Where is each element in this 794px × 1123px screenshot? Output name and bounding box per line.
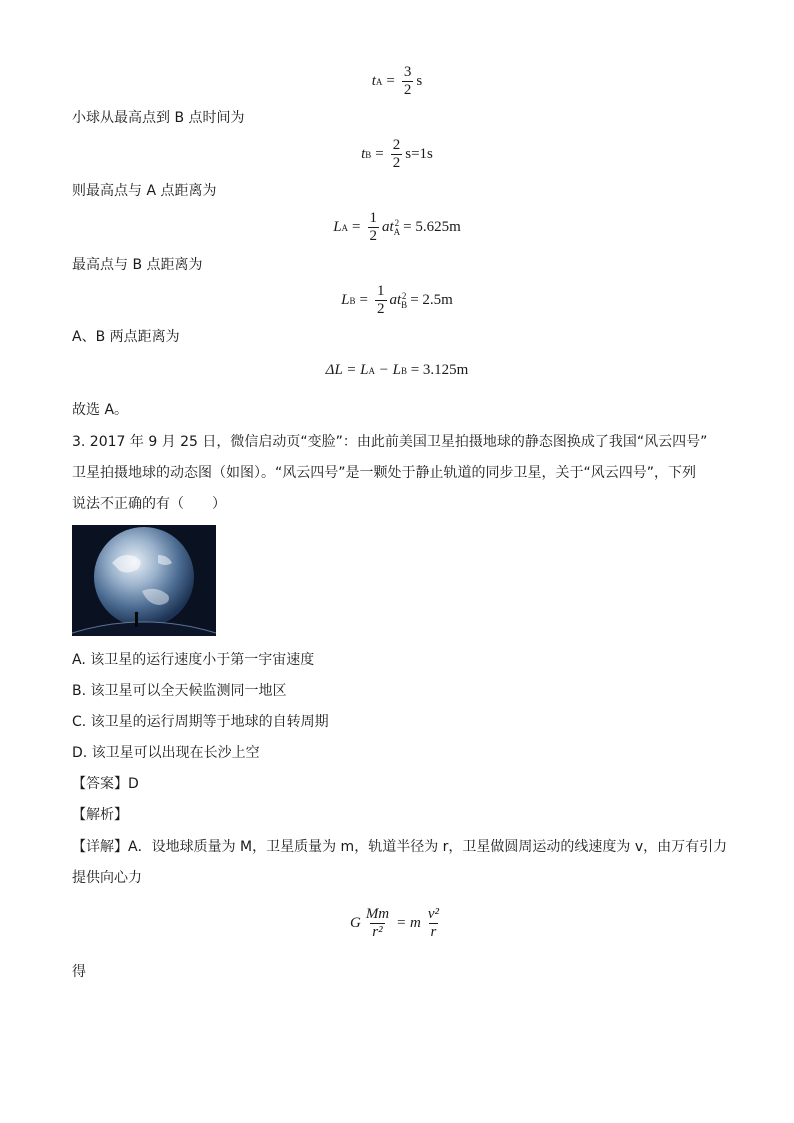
detail-line: 提供向心力 — [72, 870, 142, 886]
fraction: $\frac{1}{2}$ — [369, 210, 377, 244]
fraction: $\frac{\text{v²}}{r}$ — [427, 906, 440, 940]
fraction: $\frac{3}{2}$ — [403, 64, 412, 98]
equation-delta-l: ΔL = L A − L B = 3.125m — [325, 362, 469, 378]
earth-illustration — [72, 525, 216, 636]
text-line: 故选 A。 — [72, 402, 129, 418]
equation-la: L A = $\frac{1}{2}$ at 2 A = 5.625m — [333, 210, 461, 244]
text-line: A、B 两点距离为 — [72, 329, 180, 345]
fraction: $\frac{Mm}{\text{r²}}$ — [365, 906, 390, 940]
equation-lb: L B = $\frac{1}{2}$ at 2 B = 2.5m — [341, 283, 453, 317]
fraction: $\frac{2}{2}$ — [392, 137, 401, 171]
question-line: 3. 2017 年 9 月 25 日，微信启动页“变脸”：由此前美国卫星拍摄地球的静态图换成了我国“风云四号” — [72, 434, 708, 450]
text-line: 最高点与 B 点距离为 — [72, 257, 203, 273]
question-line: 卫星拍摄地球的动态图（如图）。“风云四号”是一颗处于静止轨道的同步卫星，关于“风云四号”，下列 — [72, 465, 697, 481]
option-a: A. 该卫星的运行速度小于第一宇宙速度 — [72, 652, 315, 668]
earth-figure — [72, 525, 216, 636]
text-line: 则最高点与 A 点距离为 — [72, 183, 217, 199]
equation-ta: t A = $\frac{3}{2}$ s — [371, 64, 423, 98]
equation-tb: t B = $\frac{2}{2}$ s=1s — [361, 137, 433, 171]
text-line: 得 — [72, 964, 86, 980]
earth-globe — [94, 527, 194, 627]
text-line: 小球从最高点到 B 点时间为 — [72, 110, 245, 126]
equation-gravity: G $\frac{Mm}{\text{r²}}$ = m $\frac{\text{v²}}{r}$ — [349, 906, 440, 940]
answer-line: 【答案】D — [72, 776, 139, 792]
detail-line: 【详解】A．设地球质量为 M，卫星质量为 m，轨道半径为 r，卫星做圆周运动的线速度为 v，由万有引力 — [72, 839, 728, 855]
option-c: C. 该卫星的运行周期等于地球的自转周期 — [72, 714, 329, 730]
fraction: $\frac{1}{2}$ — [377, 283, 385, 317]
question-line: 说法不正确的有（ ） — [72, 496, 226, 512]
analysis-heading: 【解析】 — [72, 807, 128, 823]
option-d: D. 该卫星可以出现在长沙上空 — [72, 745, 260, 761]
option-b: B. 该卫星可以全天候监测同一地区 — [72, 683, 287, 699]
person-silhouette — [135, 615, 138, 627]
